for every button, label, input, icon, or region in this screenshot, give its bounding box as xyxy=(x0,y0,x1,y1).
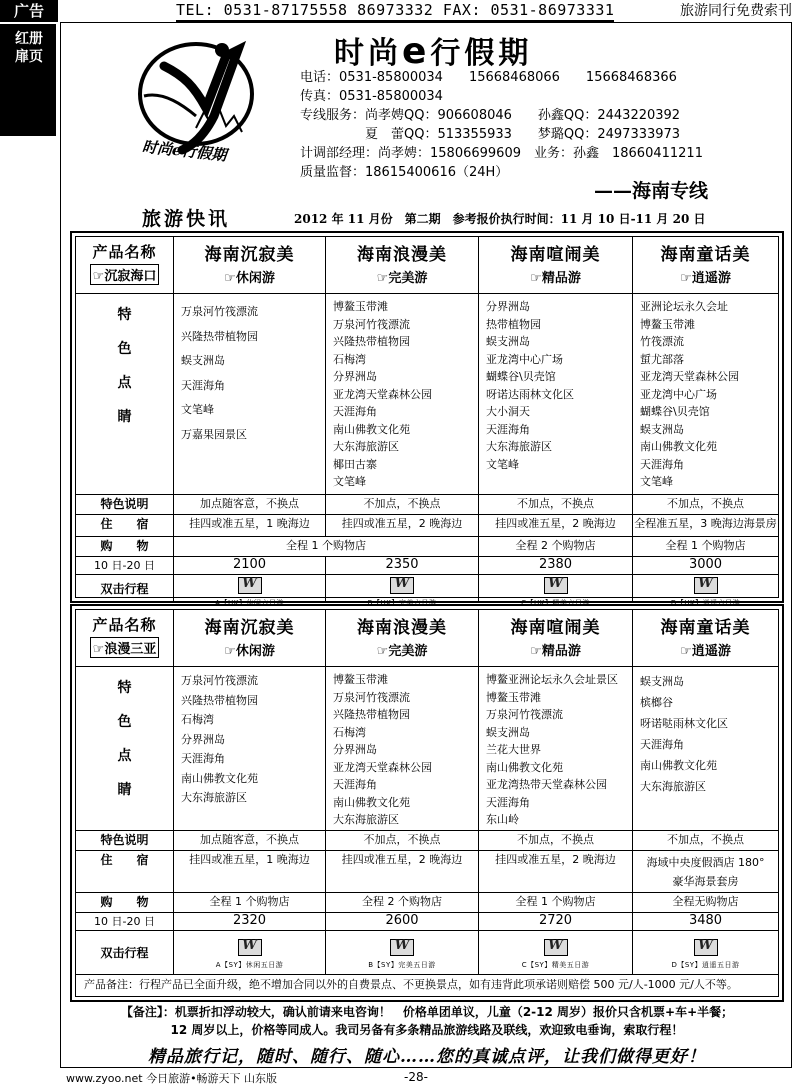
feature-item: 分界洲岛 xyxy=(181,732,225,746)
feature-item: 文笔峰 xyxy=(486,457,519,471)
slogan: 精品旅行记，随时、随行、随心……您的真诚点评，让我们做得更好！ xyxy=(148,1047,706,1067)
route-header xyxy=(173,610,325,666)
feature-item: 博鳌玉带滩 xyxy=(640,317,695,331)
features-list xyxy=(632,294,778,494)
table-row xyxy=(76,237,778,294)
special-value: 不加点，不换点 xyxy=(325,495,478,514)
features-label xyxy=(76,294,173,494)
company-phone: 电话：0531-85800034 15668468066 15668468366 xyxy=(300,70,677,85)
feature-item: 亚龙湾天堂森林公园 xyxy=(333,760,432,774)
feature-item: 东山岭 xyxy=(486,813,519,826)
product-name: ☞沉寂海口 xyxy=(90,264,160,285)
product-label: 产品名称 xyxy=(92,243,157,261)
feature-item: 天涯海角 xyxy=(333,778,377,791)
feature-item: 南山佛教文化苑 xyxy=(333,795,410,809)
feature-item: 兰花大世界 xyxy=(486,743,541,756)
feature-item: 万泉河竹筏漂流 xyxy=(333,317,410,331)
itinerary-download[interactable] xyxy=(632,575,778,607)
shopping-label: 购 物 xyxy=(100,539,149,553)
features-char: 色 xyxy=(117,341,132,357)
route-title: 海南喧闹美 xyxy=(510,618,601,638)
special-value: 不加点，不换点 xyxy=(478,831,632,850)
service-line-1: 专线服务：尚孝娉QQ：906608046 孙鑫QQ：2443220392 xyxy=(300,108,681,123)
footer-site: www.zyoo.net 今日旅游•畅游天下 山东版 xyxy=(66,1072,278,1085)
feature-item: 万泉河竹筏漂流 xyxy=(181,674,258,687)
route-header xyxy=(632,237,778,293)
feature-item: 天涯海角 xyxy=(640,457,684,471)
table-row xyxy=(76,575,778,607)
feature-item: 天涯海角 xyxy=(181,378,225,392)
feature-item: 大东海旅游区 xyxy=(181,791,247,804)
company-name-prefix: 时尚 xyxy=(334,36,402,71)
remark xyxy=(70,1003,784,1039)
lodging-value: 挂四或准五星，1 晚海边 xyxy=(173,515,325,536)
route-header xyxy=(478,237,632,293)
price-value: 2320 xyxy=(173,913,325,930)
table-row xyxy=(76,831,778,851)
shopping-value: 全程无购物店 xyxy=(632,893,778,912)
page-number: -28- xyxy=(404,1070,428,1084)
route-header xyxy=(325,610,478,666)
company-name-suffix: 行假期 xyxy=(430,36,533,71)
features-char: 睛 xyxy=(117,409,132,425)
special-label: 特色说明 xyxy=(100,833,149,847)
route-type: ☞休闲游 xyxy=(224,644,275,659)
features-list xyxy=(478,667,632,830)
feature-item: 大东海旅游区 xyxy=(640,780,706,793)
company-name xyxy=(334,28,532,72)
price-value: 2100 xyxy=(173,557,325,574)
route-header xyxy=(173,237,325,293)
feature-item: 亚龙湾天堂森林公园 xyxy=(640,370,739,383)
feature-item: 呀诺达雨林文化区 xyxy=(486,387,574,401)
product-name: ☞浪漫三亚 xyxy=(90,637,160,658)
lodging-value: 挂四或准五星，2 晚海边 xyxy=(325,515,478,536)
company-name-e: e xyxy=(402,31,431,72)
price-value: 2600 xyxy=(325,913,478,930)
magazine-title: 旅游同行免费索刊 xyxy=(680,3,792,19)
price-table-1 xyxy=(70,231,784,607)
special-value: 加点随客意，不换点 xyxy=(173,495,325,514)
quality-line: 质量监督：18615400616（24H） xyxy=(300,165,509,180)
feature-item: 天涯海角 xyxy=(640,738,684,751)
features-char: 点 xyxy=(117,375,132,391)
feature-item: 大东海旅游区 xyxy=(486,440,552,453)
itinerary-caption: A【HK】休闲六日游 xyxy=(215,599,284,607)
lodging-label: 住 宿 xyxy=(100,517,149,531)
route-type: ☞逍遥游 xyxy=(680,644,731,659)
itinerary-download[interactable] xyxy=(325,931,478,974)
itinerary-download[interactable] xyxy=(325,575,478,607)
lodging-value: 挂四或准五星，2 晚海边 xyxy=(478,515,632,536)
special-value: 不加点，不换点 xyxy=(325,831,478,850)
feature-item: 蜇尤部落 xyxy=(640,352,684,366)
product-name-cell xyxy=(76,237,173,293)
feature-item: 南山佛教文化苑 xyxy=(640,759,717,772)
features-char: 睛 xyxy=(117,782,132,798)
lodging-value: 挂四或准五星，1 晚海边 xyxy=(173,851,325,892)
feature-item: 竹筏漂流 xyxy=(640,335,684,348)
route-type: ☞精品游 xyxy=(530,644,581,659)
special-value: 加点随客意，不换点 xyxy=(173,831,325,850)
features-char: 色 xyxy=(117,714,132,730)
itinerary-label: 双击行程 xyxy=(100,946,149,960)
itinerary-caption: B【SY】完美五日游 xyxy=(368,961,436,969)
features-label xyxy=(76,667,173,830)
word-doc-icon[interactable] xyxy=(390,939,414,956)
logo-text: 时尚e行假期 xyxy=(141,137,228,165)
product-name-text: 浪漫三亚 xyxy=(104,642,157,657)
lodging-value: 挂四或准五星，2 晚海边 xyxy=(478,851,632,892)
features-char: 特 xyxy=(117,307,132,323)
feature-item: 兴隆热带植物园 xyxy=(333,335,410,348)
route-title: 海南喧闹美 xyxy=(510,245,601,265)
feature-item: 蜈支洲岛 xyxy=(486,335,530,348)
table-1-grid xyxy=(75,236,779,607)
route-title: 海南浪漫美 xyxy=(357,618,447,638)
route-title: 海南沉寂美 xyxy=(204,618,295,638)
table-row xyxy=(76,495,778,515)
feature-item: 大小洞天 xyxy=(486,405,530,418)
feature-item: 蜈支洲岛 xyxy=(640,675,684,688)
feature-item: 蝴蝶谷\贝壳馆 xyxy=(640,405,710,418)
features-list xyxy=(173,294,325,494)
word-doc-icon[interactable] xyxy=(694,939,718,956)
feature-item: 石梅湾 xyxy=(333,352,366,366)
itinerary-download[interactable] xyxy=(173,931,325,974)
feature-item: 天涯海角 xyxy=(181,752,225,765)
route-header xyxy=(478,610,632,666)
feature-item: 南山佛教文化苑 xyxy=(333,422,410,436)
lodging-line: 海域中央度假酒店 180° xyxy=(646,856,765,869)
features-char: 特 xyxy=(117,680,132,696)
word-doc-icon[interactable] xyxy=(544,577,568,594)
feature-item: 天涯海角 xyxy=(486,422,530,436)
lodging-label: 住 宿 xyxy=(100,853,149,867)
word-doc-icon[interactable] xyxy=(238,939,262,956)
feature-item: 亚龙湾中心广场 xyxy=(640,387,717,401)
itinerary-download[interactable] xyxy=(478,931,632,974)
itinerary-label: 双击行程 xyxy=(100,582,149,596)
route-header xyxy=(325,237,478,293)
price-value: 2720 xyxy=(478,913,632,930)
route-type: ☞休闲游 xyxy=(224,271,275,286)
itinerary-download[interactable] xyxy=(173,575,325,607)
feature-item: 南山佛教文化苑 xyxy=(486,760,563,774)
features-list xyxy=(173,667,325,830)
feature-item: 呀诺哒雨林文化区 xyxy=(640,717,728,730)
table-row xyxy=(76,975,778,996)
features-list xyxy=(325,667,478,830)
word-doc-icon[interactable] xyxy=(390,577,414,594)
feature-item: 蝴蝶谷\贝壳馆 xyxy=(486,370,556,383)
company-fax: 传真：0531-85800034 xyxy=(300,89,443,104)
feature-item: 南山佛教文化苑 xyxy=(181,771,258,785)
feature-item: 兴隆热带植物园 xyxy=(181,329,258,343)
feature-item: 石梅湾 xyxy=(333,725,366,739)
table-2-grid xyxy=(75,609,779,997)
date-label: 10 日-20 日 xyxy=(94,559,155,572)
special-value: 不加点，不换点 xyxy=(632,831,778,850)
shopping-value: 全程 1 个购物店 xyxy=(632,537,778,556)
feature-item: 蜈支洲岛 xyxy=(486,725,530,739)
features-char: 点 xyxy=(117,748,132,764)
itinerary-download[interactable] xyxy=(632,931,778,974)
price-value: 3000 xyxy=(632,557,778,574)
feature-item: 分界洲岛 xyxy=(486,300,530,313)
price-value: 3480 xyxy=(632,913,778,930)
lodging-line: 豪华海景套房 xyxy=(672,875,739,888)
route-title: 海南童话美 xyxy=(660,245,751,265)
special-value: 不加点，不换点 xyxy=(632,495,778,514)
feature-item: 兴隆热带植物园 xyxy=(333,708,410,721)
table-row xyxy=(76,557,778,575)
route-header xyxy=(632,610,778,666)
feature-item: 万嘉果园景区 xyxy=(181,427,247,441)
feature-item: 槟榔谷 xyxy=(640,696,673,709)
table-row xyxy=(76,931,778,975)
table-row xyxy=(76,913,778,931)
word-doc-icon[interactable] xyxy=(238,577,262,594)
itinerary-caption: C【SY】精美五日游 xyxy=(521,961,590,969)
feature-item: 天涯海角 xyxy=(333,405,377,418)
lodging-value: 挂四或准五星，2 晚海边 xyxy=(325,851,478,892)
manager-line: 计调部经理：尚孝娉：15806699609 业务：孙鑫 18660411211 xyxy=(300,146,703,161)
route-title: 海南浪漫美 xyxy=(357,245,447,265)
news-date: 2012 年 11 月份 第二期 参考报价执行时间：11 月 10 日-11 月 20 日 xyxy=(294,212,706,226)
product-note: 产品备注：行程产品已全面升级，绝不增加合同以外的自费景点、不更换景点，如有违背此项承诺则赔偿 500 元/人-1000 元/人不等。 xyxy=(84,978,738,991)
features-list xyxy=(325,294,478,494)
route-title: 海南沉寂美 xyxy=(204,245,295,265)
feature-item: 分界洲岛 xyxy=(333,743,377,756)
feature-item: 热带植物园 xyxy=(486,317,541,331)
table-row xyxy=(76,515,778,537)
shopping-value: 全程 1 个购物店 xyxy=(173,893,325,912)
feature-item: 椰田古寨 xyxy=(333,457,377,471)
route-title: 海南童话美 xyxy=(660,618,751,638)
features-list xyxy=(478,294,632,494)
side-tab-label: 红册扉页 xyxy=(15,31,43,65)
date-label: 10 日-20 日 xyxy=(94,915,155,928)
table-row xyxy=(76,851,778,893)
special-line: ——海南专线 xyxy=(594,180,709,202)
feature-item: 万泉河竹筏漂流 xyxy=(181,305,258,318)
feature-item: 亚龙湾热带天堂森林公园 xyxy=(486,778,607,791)
feature-item: 亚龙湾天堂森林公园 xyxy=(333,387,432,401)
route-type: ☞完美游 xyxy=(376,644,428,659)
table-row xyxy=(76,893,778,913)
price-value: 2350 xyxy=(325,557,478,574)
table-row xyxy=(76,294,778,495)
shopping-value: 全程 1 个购物店 xyxy=(173,537,478,556)
feature-item: 南山佛教文化苑 xyxy=(640,440,717,453)
service-line-2: 夏 蕾QQ：513355933 梦璐QQ：2497333973 xyxy=(300,127,681,142)
itinerary-caption: C【HK】精美六日游 xyxy=(521,599,590,607)
feature-item: 兴隆热带植物园 xyxy=(181,693,258,707)
itinerary-download[interactable] xyxy=(478,575,632,607)
feature-item: 博鳌玉带滩 xyxy=(333,300,388,313)
news-title: 旅游快讯 xyxy=(142,208,231,230)
feature-item: 大东海旅游区 xyxy=(333,813,399,826)
special-value: 不加点，不换点 xyxy=(478,495,632,514)
product-label: 产品名称 xyxy=(92,616,157,634)
word-doc-icon[interactable] xyxy=(544,939,568,956)
shopping-value: 全程 2 个购物店 xyxy=(478,537,632,556)
table-row xyxy=(76,537,778,557)
top-bar xyxy=(0,0,800,22)
remark-line: 【备注】：机票折扣浮动较大，确认前请来电咨询！ 价格单团单议，儿童（2-12 周岁）报价只含机票+车+半餐； xyxy=(120,1005,734,1019)
feature-item: 文笔峰 xyxy=(333,475,366,488)
route-type: ☞逍遥游 xyxy=(680,271,731,286)
shopping-value: 全程 2 个购物店 xyxy=(325,893,478,912)
company-logo xyxy=(134,36,264,166)
special-label: 特色说明 xyxy=(100,497,149,511)
table-row xyxy=(76,610,778,667)
price-table-2 xyxy=(70,604,784,1002)
feature-item: 天涯海角 xyxy=(486,795,530,809)
feature-item: 文笔峰 xyxy=(181,403,214,416)
feature-item: 博鳌亚洲论坛永久会址景区 xyxy=(486,673,618,686)
shopping-label: 购 物 xyxy=(100,895,149,909)
itinerary-caption: D【HK】逍遥六日游 xyxy=(670,599,741,607)
itinerary-caption: D【SY】逍遥五日游 xyxy=(671,961,740,969)
route-type: ☞完美游 xyxy=(376,271,428,286)
feature-item: 分界洲岛 xyxy=(333,370,377,383)
price-value: 2380 xyxy=(478,557,632,574)
feature-item: 石梅湾 xyxy=(181,713,214,726)
lodging-value: 全程准五星，3 晚海边海景房 xyxy=(632,515,778,536)
feature-item: 文笔峰 xyxy=(640,475,673,488)
shopping-value: 全程 1 个购物店 xyxy=(478,893,632,912)
feature-item: 蜈支洲岛 xyxy=(181,354,225,367)
product-name-text: 沉寂海口 xyxy=(104,269,157,284)
feature-item: 万泉河竹筏漂流 xyxy=(486,708,563,721)
route-type: ☞精品游 xyxy=(530,271,581,286)
feature-item: 亚龙湾中心广场 xyxy=(486,352,563,366)
side-tab xyxy=(0,24,56,136)
top-contact: TEL: 0531-87175558 86973332 FAX: 0531-86973331 xyxy=(176,0,614,22)
feature-item: 博鳌玉带滩 xyxy=(333,673,388,686)
feature-item: 大东海旅游区 xyxy=(333,440,399,453)
feature-item: 万泉河竹筏漂流 xyxy=(333,690,410,704)
ad-tag: 广告 xyxy=(0,0,58,22)
feature-item: 亚洲论坛永久会址 xyxy=(640,300,728,313)
itinerary-caption: A【SY】休闲五日游 xyxy=(215,961,284,969)
feature-item: 蜈支洲岛 xyxy=(640,422,684,436)
product-name-cell xyxy=(76,610,173,666)
feature-item: 博鳌玉带滩 xyxy=(486,690,541,704)
features-list xyxy=(632,667,778,830)
remark-line: 12 周岁以上，价格等同成人。我司另备有多条精品旅游线路及联线，欢迎致电垂询，索取行程！ xyxy=(170,1023,684,1037)
itinerary-caption: B【HK】完美六日游 xyxy=(367,599,437,607)
lodging-value xyxy=(632,851,778,892)
table-row xyxy=(76,667,778,831)
word-doc-icon[interactable] xyxy=(694,577,718,594)
